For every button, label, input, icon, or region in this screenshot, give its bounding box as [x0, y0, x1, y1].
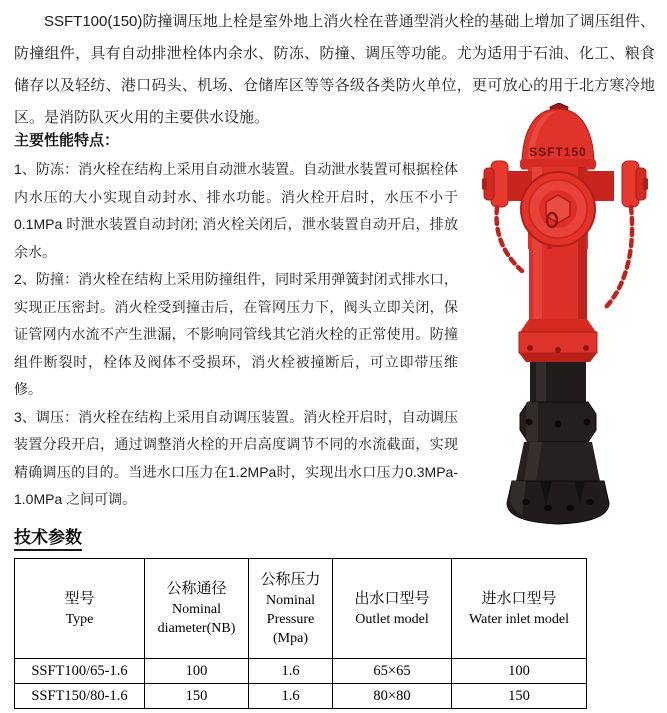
fire-hydrant-photo — [482, 103, 648, 529]
header-cn: 型号 — [64, 590, 95, 607]
cell-nominal-diameter: 150 — [145, 684, 249, 709]
feature-item-pressure-regulation: 3、调压：消火栓在结构上采用自动调压装置。消火栓开启时，自动调压装置分段开启，通过调整消火栓的开启高度调节不同的水流截面，实现精确调压的目的。当进水口压力在1.2MPa时，实现出水口压力0.3MPa-1.0MPa 之间可调。 — [14, 408, 458, 507]
cell-water-inlet-model: 100 — [452, 659, 587, 684]
hydrant-dome — [520, 109, 596, 169]
col-header-nominal-diameter — [145, 559, 249, 659]
col-header-outlet-model — [333, 559, 452, 659]
table-row-ssft100 — [15, 659, 587, 684]
header-en: Water inlet model — [469, 611, 569, 627]
col-header-type — [15, 559, 145, 659]
hydrant-base-barrel — [516, 442, 600, 481]
cell-nominal-pressure: 1.6 — [249, 684, 333, 709]
feature-item-antifreeze: 1、防冻：消火栓在结构上采用自动泄水装置。自动泄水装置可根据栓体内水压的大小实现自动封水、排水功能。消火栓开启时，水压不小于0.1MPa 时泄水装置自动封闭; 消火栓关闭后，泄水装置自动开启，排放余水。 — [14, 161, 458, 260]
header-en: Type — [65, 611, 94, 627]
features-section — [14, 127, 458, 514]
features-heading: 主要性能特点： — [14, 132, 120, 149]
cell-outlet-model: 65×65 — [333, 659, 452, 684]
header-en: Nominal Pressure (Mpa) — [266, 592, 315, 646]
header-cn: 公称通径 — [166, 581, 227, 597]
hydrant-column — [529, 249, 587, 319]
tech-params-table — [14, 558, 587, 709]
hydrant-black-neck — [530, 362, 586, 402]
cell-outlet-model: 80×80 — [333, 684, 452, 709]
hydrant-red-flange — [519, 319, 597, 362]
cell-water-inlet-model: 150 — [452, 684, 587, 709]
hydrant-model-label: SSFT150 — [529, 145, 587, 159]
table-header-row — [15, 559, 587, 659]
cell-type: SSFT150/80-1.6 — [15, 684, 145, 709]
col-header-nominal-pressure — [249, 559, 333, 659]
col-header-water-inlet-model — [452, 559, 587, 659]
header-en: Nominal diameter(NB) — [157, 602, 236, 636]
cell-nominal-pressure: 1.6 — [249, 659, 333, 684]
header-cn: 公称压力 — [260, 571, 321, 588]
tech-params-section — [14, 523, 655, 709]
tech-params-heading: 技术参数 — [14, 523, 82, 551]
cell-nominal-diameter: 100 — [145, 659, 249, 684]
cell-type: SSFT100/65-1.6 — [15, 659, 145, 684]
fire-hydrant-illustration — [482, 103, 648, 529]
feature-item-anticollision: 2、防撞：消火栓在结构上采用防撞组件，同时采用弹簧封闭式排水口，实现正压密封。消火栓受到撞击后，在管网压力下，阀头立即关闭，保证管网内水流不产生泄漏，不影响同管线其它消火栓的正常使用。防撞组件断裂时，栓体及阀体不受损环，消火栓被撞断后，可立即带压维修。 — [14, 271, 458, 397]
hydrant-front-cap — [521, 172, 595, 246]
header-cn: 出水口型号 — [354, 590, 430, 607]
intro-paragraph: SSFT100(150)防撞调压地上栓是室外地上消火栓在普通型消火栓的基础上增加了调压组件、防撞组件，具有自动排泄栓体内余水、防冻、防撞、调压等功能。尤为适用于石油、化工、粮食储存以及轻纺、港口码头、机场、仓储库区等等各级各类防火单位，更可放心的用于北方寒冷地区。是消防队灭火用的主要供水设施。 — [14, 13, 655, 126]
table-row-ssft150 — [15, 684, 587, 709]
hydrant-black-flange — [520, 402, 596, 442]
hydrant-bottom-flange — [507, 481, 609, 524]
header-en: Outlet model — [355, 611, 429, 627]
header-cn: 进水口型号 — [481, 590, 557, 607]
